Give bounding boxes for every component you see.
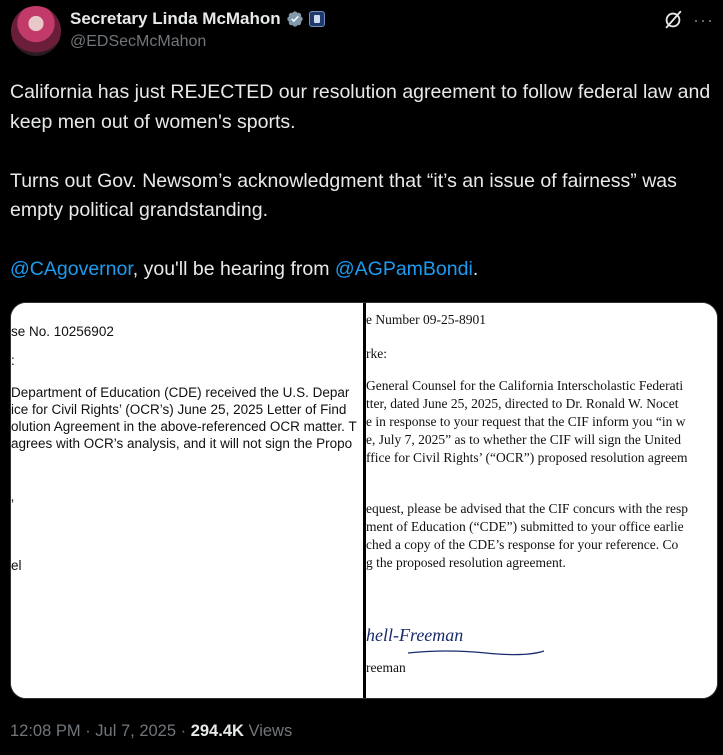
doc-left-signoff: el: [11, 558, 22, 573]
avatar[interactable]: [11, 6, 61, 56]
tweet-time[interactable]: 12:08 PM: [10, 722, 81, 740]
doc-right-line-2: tter, dated June 25, 2025, directed to Dr. Ronald W. Nocet: [366, 396, 679, 411]
doc-right-line-8: ched a copy of the CDE’s response for your reference. Co: [366, 537, 679, 552]
tweet-paragraph-1: California has just REJECTED our resolution agreement to follow federal law and keep men out of women's sports.: [10, 81, 711, 133]
display-name[interactable]: Secretary Linda McMahon: [70, 9, 281, 28]
tweet-header: [0, 0, 723, 70]
author-block: [70, 8, 325, 51]
tweet-end-text: .: [472, 258, 479, 280]
views-label: Views: [243, 722, 293, 740]
doc-left-case-line: se No. 10256902: [11, 324, 114, 339]
tweet-paragraph-2: Turns out Gov. Newsom’s acknowledgment that “it’s an issue of fairness” was empty political grandstanding.: [10, 169, 677, 221]
tweet-meta: [10, 722, 292, 741]
tweet-middle-text: , you'll be hearing from: [132, 258, 335, 280]
signature-underline-icon: [406, 647, 546, 657]
document-right-image[interactable]: [366, 303, 718, 698]
mention-cagovernor[interactable]: @CAgovernor: [10, 258, 133, 280]
doc-left-line-2: ice for Civil Rights’ (OCR’s) June 25, 2025 Letter of Find: [11, 402, 347, 417]
doc-right-case-line: e Number 09-25-8901: [366, 312, 486, 327]
verified-badge-icon[interactable]: [286, 10, 304, 28]
tweet-media[interactable]: [10, 302, 718, 699]
government-affiliation-icon[interactable]: [309, 11, 325, 27]
views-count: 294.4K: [190, 722, 244, 740]
more-options-icon[interactable]: ···: [693, 10, 714, 30]
doc-right-line-3: e in response to your request that the CIF inform you “in w: [366, 414, 686, 429]
doc-right-salutation: rke:: [366, 346, 387, 361]
meta-separator: ·: [176, 722, 191, 740]
doc-right-line-9: g the proposed resolution agreement.: [366, 555, 566, 570]
doc-right-line-6: equest, please be advised that the CIF concurs with the resp: [366, 501, 689, 516]
doc-right-signer: reeman: [366, 660, 406, 675]
name-row: [70, 8, 325, 30]
meta-separator: ·: [80, 722, 96, 740]
mention-agpambondi[interactable]: @AGPamBondi: [334, 258, 473, 280]
doc-right-line-7: ment of Education (“CDE”) submitted to your office earlie: [366, 519, 684, 534]
tweet-paragraph-3: [10, 255, 715, 285]
doc-right-line-5: ffice for Civil Rights’ (“OCR”) proposed resolution agreem: [366, 450, 688, 465]
grok-icon[interactable]: [662, 9, 684, 31]
doc-right-line-1: General Counsel for the California Interscholastic Federati: [366, 378, 684, 393]
tweet-text: [10, 78, 715, 285]
doc-right-signature: hell-Freeman: [366, 625, 464, 645]
doc-left-line-3: olution Agreement in the above-referenced OCR matter. T: [11, 419, 357, 434]
handle[interactable]: @EDSecMcMahon: [70, 33, 207, 50]
doc-left-line-4: agrees with OCR’s analysis, and it will not sign the Propo: [11, 436, 353, 451]
doc-left-colon: :: [11, 353, 15, 368]
document-left-image[interactable]: [11, 303, 363, 698]
tweet-date[interactable]: Jul 7, 2025: [95, 722, 177, 740]
doc-left-line-1: Department of Education (CDE) received the U.S. Depar: [11, 385, 350, 400]
doc-left-mark: ’: [11, 497, 14, 512]
doc-right-line-4: e, July 7, 2025” as to whether the CIF will sign the United: [366, 432, 681, 447]
